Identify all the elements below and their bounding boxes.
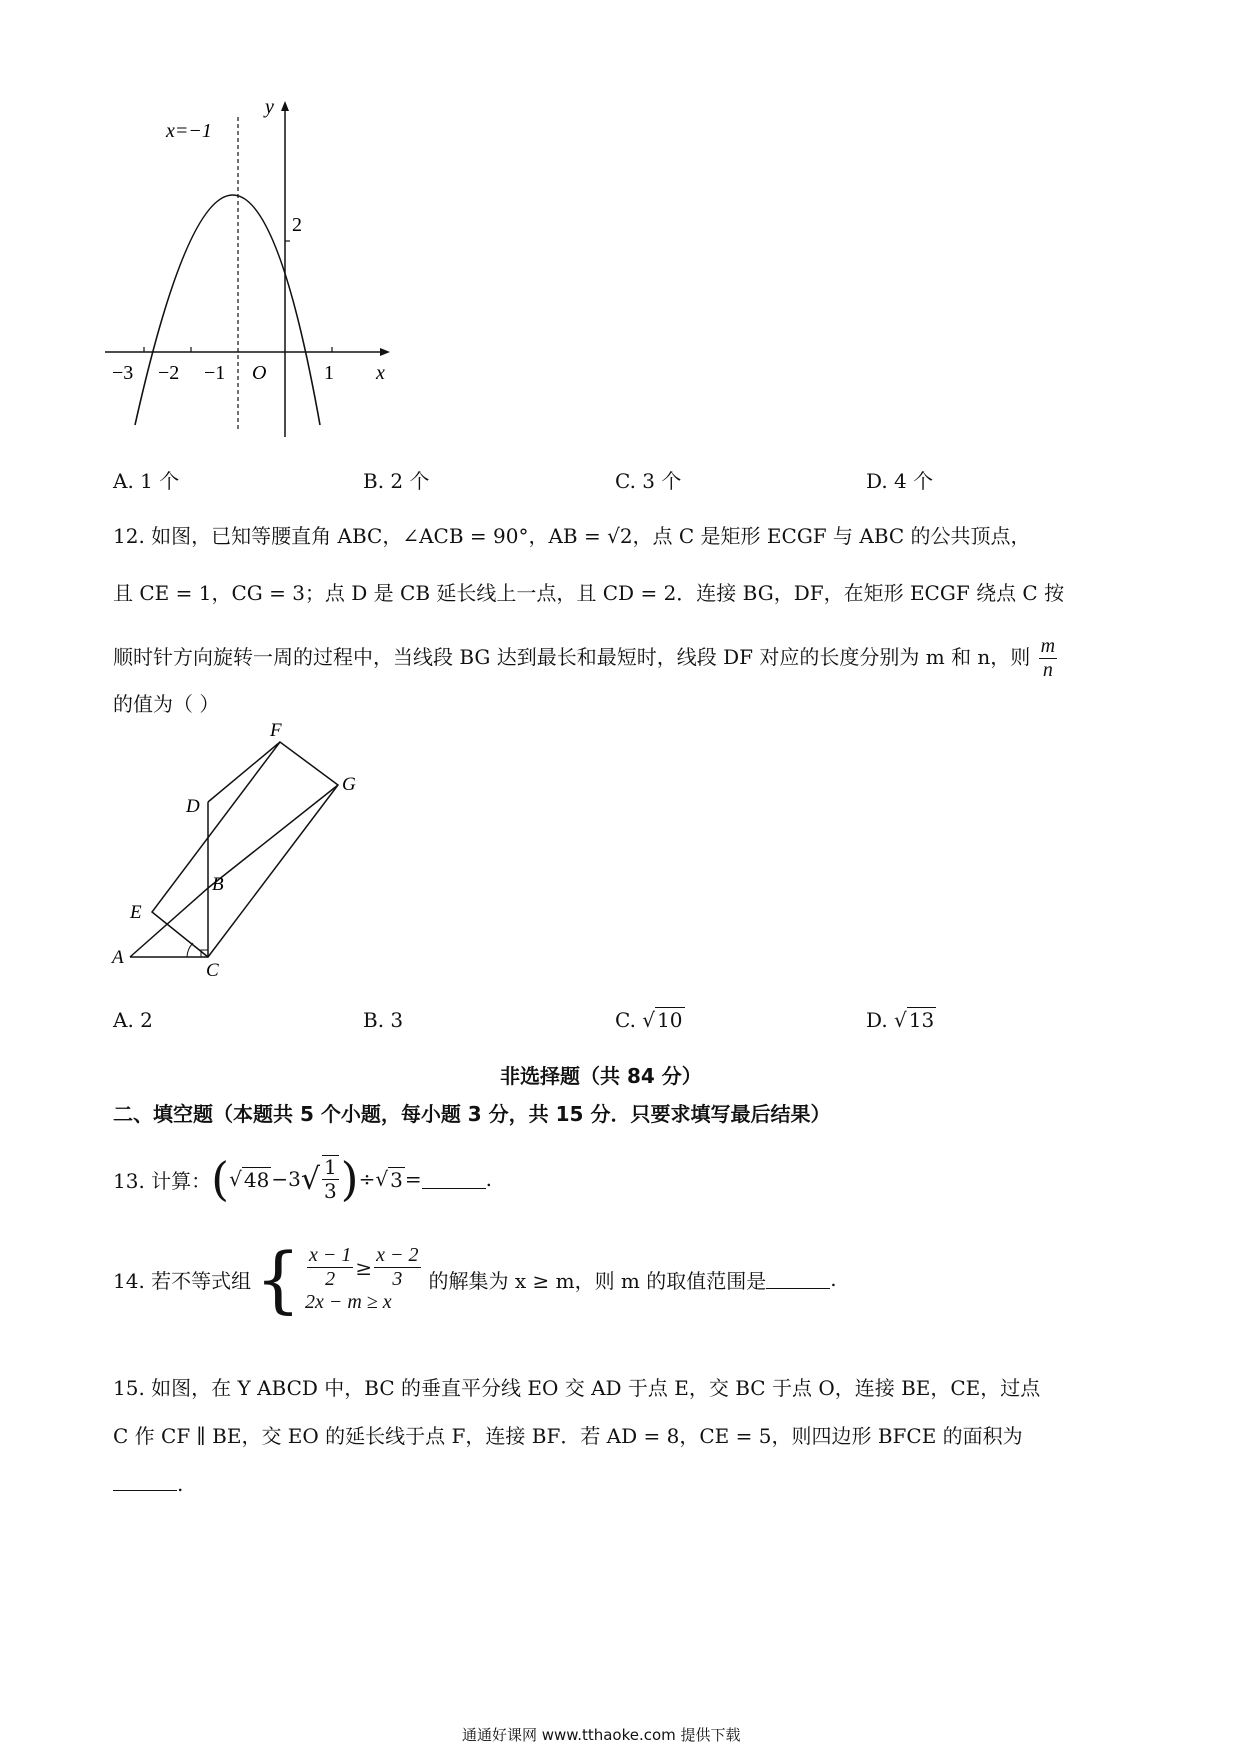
q14-end: . [830,1267,837,1291]
axis-of-symmetry-label: x=−1 [166,120,212,142]
q13-radicand-48: 48 [243,1167,270,1192]
parabola-graph [100,95,400,445]
q13-prefix: 13. 计算： [113,1168,212,1193]
q15-answer-blank[interactable] [113,1472,177,1491]
q14-prefix: 14. 若不等式组 [113,1268,252,1293]
q12-option-c-radicand: 10 [657,1008,683,1032]
q14-frac-left [307,1244,353,1291]
q11-option-a[interactable]: A. 1 个 [113,469,180,493]
q12-option-c-letter: C. [615,1008,636,1032]
q15-line-1: 15. 如图，在 Y ABCD 中，BC 的垂直平分线 EO 交 AD 于点 E，交 BC 于点 O，连接 BE，CE，过点 [113,1376,1041,1400]
q13-coef: −3 [271,1167,301,1191]
point-b-label: B [212,874,224,895]
q12-line-3 [113,635,1059,682]
x-tick-neg2: −2 [158,362,180,384]
q14-right-num: x − 2 [376,1244,419,1266]
q14-ineq-1 [305,1244,423,1291]
origin-label: O [252,362,267,384]
y-axis-label: y [265,96,274,118]
q11-option-b[interactable]: B. 2 个 [363,469,430,493]
x-tick-neg3: −3 [112,362,134,384]
y-intercept-label: 2 [292,214,302,236]
q12-option-d-letter: D. [866,1008,888,1032]
q14-left-num: x − 1 [308,1244,352,1266]
q12-option-d-radicand: 13 [908,1008,935,1032]
q11-option-c[interactable]: C. 3 个 [615,469,682,493]
q12-line-2: 且 CE = 1，CG = 3；点 D 是 CB 延长线上一点，且 CD = 2．连接 BG，DF，在矩形 ECGF 绕点 C 按 [113,581,1065,605]
q12-option-d[interactable]: D. √ 13 [866,1008,935,1032]
q15-line-2: C 作 CF ∥ BE，交 EO 的延长线于点 F，连接 BF．若 AD = 8，CE = 5，则四边形 BFCE 的面积为 [113,1424,1023,1448]
q13-eq: = [404,1167,422,1191]
q14-system [305,1244,423,1314]
q14-answer-blank[interactable] [766,1270,830,1289]
q13-frac-num: 1 [323,1155,337,1179]
q13-line: 13. 计算： ( √ 48 −3 √ $\frac{1}{3}$ ) ÷ √ 3 = . [113,1152,492,1206]
q14-right-den: 3 [392,1268,403,1290]
x-tick-neg1: −1 [204,362,226,384]
point-f-label: F [270,720,282,741]
point-c-label: C [206,960,219,980]
q13-fraction [322,1155,339,1203]
section-sub-heading: 二、填空题（本题共 5 个小题，每小题 3 分，共 15 分．只要求填写最后结果） [113,1102,831,1126]
section-heading: 非选择题（共 84 分） [500,1064,702,1088]
q12-line-4: 的值为（ ） [113,692,220,716]
q12-line-3-text: 顺时针方向旋转一周的过程中，当线段 BG 达到最长和最短时，线段 DF 对应的长度分别为 m 和 n，则 [113,645,1031,669]
q14-brace: { [255,1237,301,1321]
q12-frac-num: m [1040,635,1056,657]
q14-left-den: 2 [325,1268,336,1290]
q13-answer-blank[interactable] [422,1170,486,1189]
q15-line-3 [113,1472,183,1496]
point-a-label: A [112,947,124,968]
q12-fraction [1039,635,1057,682]
q15-end: . [177,1472,184,1496]
q12-option-a[interactable]: A. 2 [113,1008,153,1032]
point-g-label: G [342,774,356,795]
q13-div: ÷ [358,1167,376,1191]
q14-frac-right [374,1244,420,1291]
q12-frac-den: n [1042,659,1053,681]
q13-sqrt-sign: √ [300,1161,320,1197]
q13-radicand-3: 3 [390,1167,403,1192]
x-axis-label: x [376,362,385,384]
point-d-label: D [186,796,200,817]
x-tick-1: 1 [324,362,334,384]
q14-line [113,1237,837,1321]
q14-ineq-2: 2x − m ≥ x [304,1291,392,1313]
q13-end: . [485,1167,492,1191]
point-e-label: E [130,902,142,923]
q12-option-b[interactable]: B. 3 [363,1008,404,1032]
q11-option-d[interactable]: D. 4 个 [866,469,934,493]
q13-frac-den: 3 [323,1179,337,1203]
q14-op: ≥ [355,1255,373,1280]
rectangle-rotation-figure [110,720,380,980]
q12-line-1: 12. 如图，已知等腰直角 ABC，∠ACB = 90°，AB = √2，点 C 是矩形 ECGF 与 ABC 的公共顶点， [113,524,1031,548]
q13-left-paren: ( [211,1152,230,1206]
page-footer: 通通好课网 www.tthaoke.com 提供下载 [462,1726,741,1744]
q12-option-c[interactable]: C. √ 10 [615,1008,683,1032]
q14-suffix: 的解集为 x ≥ m，则 m 的取值范围是 [428,1268,767,1293]
q13-right-paren: ) [340,1152,359,1206]
